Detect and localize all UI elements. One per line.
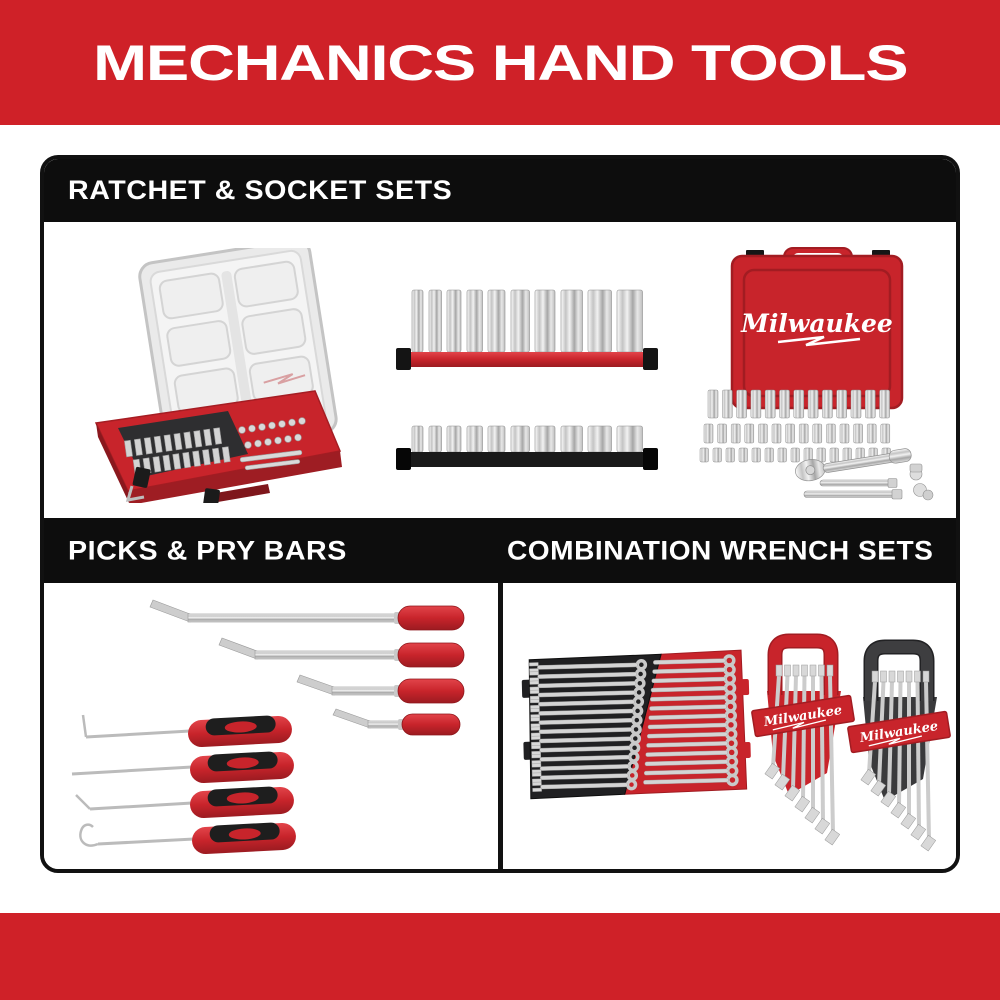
- black-wrench-rack: [848, 647, 951, 851]
- milwaukee-logo: Milwaukee: [858, 718, 940, 747]
- red-carry-case: [732, 248, 902, 408]
- ratchet-socket-products: [44, 222, 956, 518]
- picks-pry-heading: PICKS & PRY BARS: [68, 535, 347, 565]
- red-wrench-rack: [752, 641, 855, 845]
- deep-socket-row: [412, 290, 643, 352]
- pry-bar-and-pick-set-image: [50, 591, 497, 868]
- wrench-tray: [521, 650, 752, 799]
- combination-wrench-sets-image: [503, 587, 956, 866]
- combination-wrench-panel: [503, 583, 956, 869]
- ratchet-socket-section-header: [44, 159, 956, 222]
- page-title: MECHANICS HAND TOOLS: [92, 34, 908, 91]
- milwaukee-logo: Milwaukee: [762, 702, 844, 731]
- red-case-base: [96, 391, 342, 503]
- footer-bar: [0, 913, 1000, 1000]
- packout-case-socket-set-image: [90, 248, 345, 503]
- pry-bars: [150, 600, 464, 735]
- content-card: [40, 155, 960, 873]
- ratchet-socket-heading: RATCHET & SOCKET SETS: [68, 175, 453, 205]
- title-banner: [0, 0, 1000, 125]
- hook-and-pick-set: [72, 714, 297, 854]
- mid-socket-row: [704, 424, 890, 443]
- shallow-socket-row: [412, 426, 643, 452]
- combination-wrench-heading: COMBINATION WRENCH SETS: [507, 535, 934, 565]
- bottom-section-headers: [44, 518, 956, 583]
- milwaukee-case-socket-set-image: [692, 240, 954, 502]
- picks-pry-panel: [44, 583, 498, 869]
- milwaukee-logo: Milwaukee: [741, 309, 893, 338]
- socket-rails-image: [396, 280, 661, 495]
